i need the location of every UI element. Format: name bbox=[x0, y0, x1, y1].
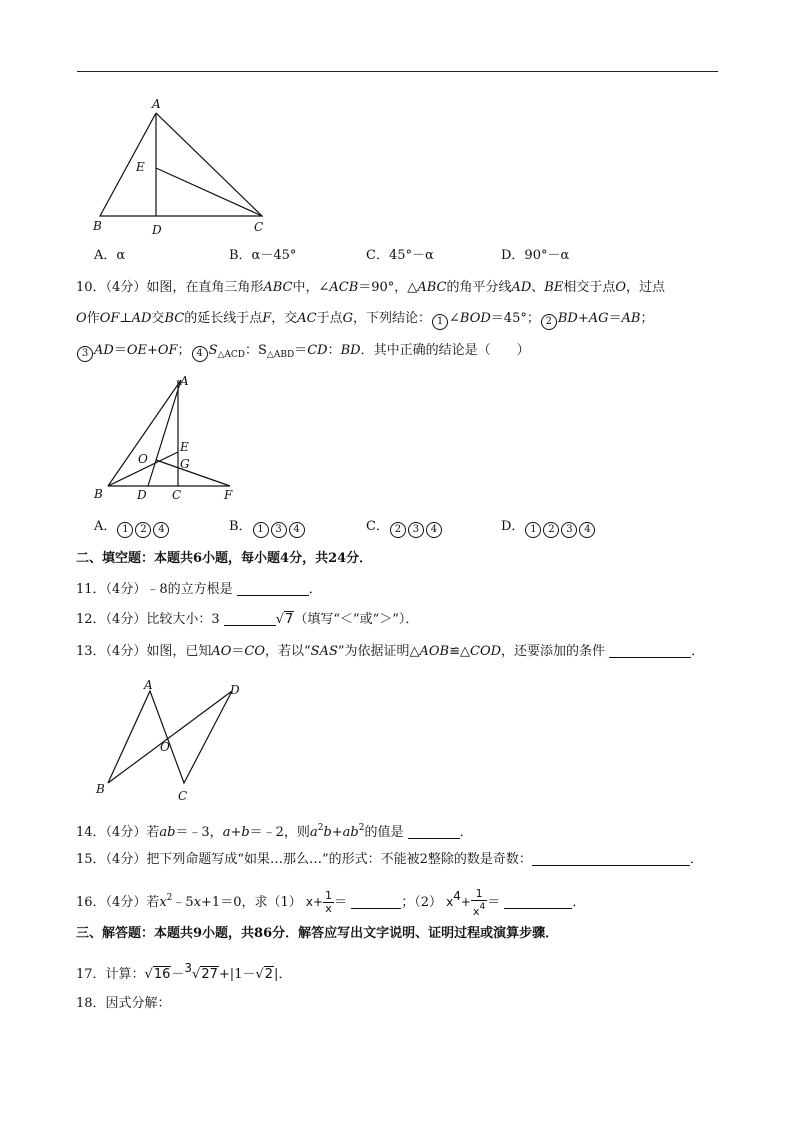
q10-label-D: D bbox=[137, 488, 147, 502]
circled-number: 1 bbox=[525, 522, 541, 538]
circled-number: 4 bbox=[192, 346, 208, 362]
q15-answer-blank[interactable] bbox=[532, 852, 690, 866]
q13-label-O: O bbox=[160, 740, 170, 754]
q13-label-B: B bbox=[96, 782, 105, 796]
q10-option-c[interactable]: C． 2 3 4 bbox=[366, 517, 443, 538]
circled-number: 2 bbox=[543, 522, 559, 538]
sqrt-symbol: √7 bbox=[275, 612, 294, 627]
q10-line-1: 10．（4分）如图，在直角三角形ABC中，∠ACB＝90°，△ABC的角平分线AD、BE相交于点O，过点 bbox=[76, 280, 666, 295]
q17: 17．计算：√16－3√27+|1－√2|． bbox=[76, 958, 291, 985]
circled-number: 4 bbox=[579, 522, 595, 538]
q13-label-D: D bbox=[230, 683, 240, 697]
circled-number: 1 bbox=[432, 314, 448, 330]
q10-label-F: F bbox=[224, 488, 233, 502]
cube-root-symbol: √27 bbox=[192, 967, 218, 982]
q18: 18．因式分解： bbox=[76, 996, 171, 1011]
q10-line-2: O作OF⊥AD交BC的延长线于点F，交AC于点G，下列结论： 1 ∠BOD＝45°； 2 BD+AG＝AB； bbox=[76, 309, 653, 330]
q10-label-B: B bbox=[94, 487, 103, 501]
q10-label-C: C bbox=[172, 488, 182, 502]
circled-number: 2 bbox=[135, 522, 151, 538]
q13-answer-blank[interactable] bbox=[609, 644, 691, 658]
q10-option-a[interactable]: A． 1 2 4 bbox=[94, 517, 170, 538]
q13-label-A: A bbox=[144, 678, 153, 692]
q10-line-3: 3 AD＝OE+OF； 4 $S_{\triangle ACD}$：$S_{\triangle ABD}=CD$：BD．其中正确的结论是（ ） bbox=[76, 341, 530, 365]
q14-answer-blank[interactable] bbox=[408, 825, 460, 839]
q10-label-G: G bbox=[180, 457, 190, 471]
section-3-heading: 三、解答题：本题共9小题，共86分．解答应写出文字说明、证明过程或演算步骤． bbox=[76, 926, 559, 941]
circled-number: 2 bbox=[541, 314, 557, 330]
q11-answer-blank[interactable] bbox=[237, 582, 309, 596]
q10-label-A: A bbox=[180, 374, 189, 388]
q9-label-B: B bbox=[93, 219, 102, 233]
q9-label-D: D bbox=[152, 223, 162, 237]
q10-label-O: O bbox=[138, 452, 148, 466]
sqrt-symbol: √2 bbox=[255, 967, 274, 982]
circled-number: 4 bbox=[426, 522, 442, 538]
q9-triangle-figure bbox=[90, 95, 280, 240]
q16-answer-blank-1[interactable] bbox=[351, 895, 401, 909]
circled-number: 4 bbox=[153, 522, 169, 538]
q9-option-b[interactable]: B．α－45° bbox=[229, 248, 297, 263]
circled-number: 1 bbox=[117, 522, 133, 538]
q16-answer-blank-2[interactable] bbox=[504, 895, 572, 909]
fraction: $\frac{1}{x}$ bbox=[325, 889, 333, 915]
circled-number: 3 bbox=[408, 522, 424, 538]
circled-number: 4 bbox=[289, 522, 305, 538]
fraction: $\frac{1}{x^4}$ bbox=[472, 886, 486, 918]
section-2-heading: 二、填空题：本题共6小题，每小题4分，共24分． bbox=[76, 551, 373, 566]
circled-number: 3 bbox=[271, 522, 287, 538]
q15: 15．（4分）把下列命题写成“如果…那么…”的形式：不能被2整除的数是奇数： ． bbox=[76, 852, 703, 867]
circled-number: 1 bbox=[253, 522, 269, 538]
q14: 14．（4分）若ab＝﹣3，a+b＝﹣2，则$a^2b+ab^2$的值是 ． bbox=[76, 823, 473, 840]
q9-label-C: C bbox=[254, 220, 264, 234]
q13-label-C: C bbox=[178, 789, 188, 803]
q9-label-A: A bbox=[152, 97, 161, 111]
q11: 11．（4分）﹣8的立方根是 ． bbox=[76, 582, 322, 597]
circled-number: 2 bbox=[390, 522, 406, 538]
header-rule bbox=[77, 71, 718, 72]
q9-option-c[interactable]: C．45°－α bbox=[366, 248, 434, 263]
q13: 13．（4分）如图，已知AO＝CO，若以“SAS”为依据证明△AOB≌△COD，还要添加的条件 ． bbox=[76, 644, 705, 659]
q12: 12．（4分）比较大小：3 √7（填写“＜”或“＞”）． bbox=[76, 610, 418, 630]
q13-figure bbox=[92, 678, 252, 808]
q9-option-a[interactable]: A．α bbox=[94, 248, 126, 263]
sqrt-symbol: √16 bbox=[144, 967, 171, 982]
circled-number: 3 bbox=[561, 522, 577, 538]
q12-answer-blank[interactable] bbox=[224, 612, 276, 626]
q9-label-E: E bbox=[136, 160, 145, 174]
circled-number: 3 bbox=[77, 346, 93, 362]
q10-label-E: E bbox=[180, 440, 189, 454]
q10-triangle-figure bbox=[90, 372, 250, 507]
q10-option-b[interactable]: B． 1 3 4 bbox=[229, 517, 306, 538]
q9-option-d[interactable]: D．90°－α bbox=[501, 248, 570, 263]
q16: 16．（4分）若$x^2﹣5x+1=0$，求（1） x+ $\frac{1}{x}$ ＝ ；（2） x4+ $\frac{1}{x^4}$ ＝ ． bbox=[76, 886, 586, 918]
q10-option-d[interactable]: D． 1 2 3 4 bbox=[501, 517, 596, 538]
